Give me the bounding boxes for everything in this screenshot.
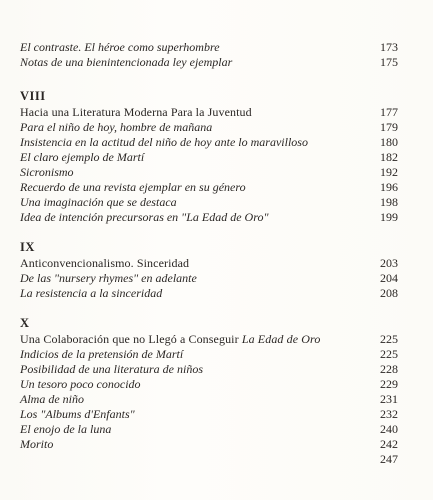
toc-entry[interactable] — [20, 135, 398, 150]
chapter-numeral: VIII — [20, 89, 46, 103]
toc-entry-page: 208 — [380, 286, 398, 300]
toc-entry-page: 196 — [380, 180, 398, 194]
toc-entry-title-italic: La Edad de Oro — [241, 332, 321, 346]
toc-entry-page: 192 — [380, 165, 398, 179]
toc-entry-title: Anticonvencionalismo. Sinceridad — [20, 256, 190, 270]
toc-entry[interactable] — [20, 120, 398, 135]
toc-entry-title: Morito — [20, 437, 54, 451]
toc-entry-title: Notas de una bienintencionada ley ejemplar — [20, 55, 233, 69]
toc-chapter-heading[interactable] — [20, 256, 398, 271]
toc-entry[interactable] — [20, 362, 398, 377]
toc-entry-page: 203 — [380, 256, 398, 270]
toc-entry-page: 240 — [380, 422, 398, 436]
toc-entry[interactable] — [20, 150, 398, 165]
toc-chapter-heading[interactable] — [20, 105, 398, 120]
toc-entry[interactable] — [20, 180, 398, 195]
toc-entry[interactable] — [20, 422, 398, 437]
toc-entry-title — [20, 332, 320, 347]
toc-entry-page: 199 — [380, 210, 398, 224]
toc-entry-title: Una imaginación que se destaca — [20, 195, 177, 209]
toc-entry-title: Alma de niño — [20, 392, 84, 406]
toc-entry-title: Insistencia en la actitud del niño de hoy ante lo maravilloso — [20, 135, 308, 149]
toc-entry-page: 204 — [380, 271, 398, 285]
toc-entry-title: Recuerdo de una revista ejemplar en su género — [20, 180, 246, 194]
chapter-numeral: IX — [20, 240, 35, 254]
toc-entry[interactable] — [20, 195, 398, 210]
toc-entry-title: El contraste. El héroe como superhombre — [20, 40, 220, 54]
toc-entry[interactable] — [20, 392, 398, 407]
toc-entry-title: La resistencia a la sinceridad — [20, 286, 163, 300]
toc-entry[interactable] — [20, 271, 398, 286]
toc-entry-title: Indicios de la pretensión de Martí — [20, 347, 184, 361]
toc-entry-page: 175 — [380, 55, 398, 69]
toc-entry-title: Un tesoro poco conocido — [20, 377, 141, 391]
toc-entry[interactable] — [20, 407, 398, 422]
toc-entry-title-text: Una Colaboración que no Llegó a Conseguir — [20, 332, 239, 346]
toc-entry-title: El enojo de la luna — [20, 422, 112, 436]
toc-entry-page: 225 — [380, 332, 398, 346]
toc-entry-page: 228 — [380, 362, 398, 376]
toc-entry-page: 198 — [380, 195, 398, 209]
toc-entry-title: Idea de intención precursoras en "La Edad de Oro" — [20, 210, 269, 224]
table-of-contents — [20, 40, 398, 467]
toc-chapter-heading[interactable] — [20, 332, 398, 347]
toc-entry[interactable] — [20, 165, 398, 180]
toc-entry-page: 173 — [380, 40, 398, 54]
toc-entry-title: Posibilidad de una literatura de niños — [20, 362, 203, 376]
toc-entry-title: De las "nursery rhymes" en adelante — [20, 271, 197, 285]
toc-entry-title: Sicronismo — [20, 165, 74, 179]
toc-entry-page: 180 — [380, 135, 398, 149]
toc-entry-page: 242 — [380, 437, 398, 451]
toc-entry-page: 225 — [380, 347, 398, 361]
toc-entry-title: Los "Albums d'Enfants" — [20, 407, 135, 421]
toc-entry[interactable] — [20, 55, 398, 70]
toc-entry-page: 247 — [380, 452, 398, 466]
toc-entry[interactable] — [20, 210, 398, 225]
toc-entry[interactable] — [20, 40, 398, 55]
toc-entry-title: El claro ejemplo de Martí — [20, 150, 145, 164]
toc-entry[interactable] — [20, 452, 398, 467]
toc-entry-page: 231 — [380, 392, 398, 406]
chapter-numeral: X — [20, 316, 30, 330]
toc-entry[interactable] — [20, 437, 398, 452]
toc-entry-page: 182 — [380, 150, 398, 164]
toc-entry[interactable] — [20, 286, 398, 301]
toc-entry-page: 179 — [380, 120, 398, 134]
toc-entry-page: 232 — [380, 407, 398, 421]
toc-entry-title: Hacia una Literatura Moderna Para la Juventud — [20, 105, 252, 119]
toc-entry[interactable] — [20, 347, 398, 362]
toc-entry[interactable] — [20, 377, 398, 392]
toc-entry-title: Para el niño de hoy, hombre de mañana — [20, 120, 213, 134]
toc-entry-page: 229 — [380, 377, 398, 391]
toc-entry-page: 177 — [380, 105, 398, 119]
